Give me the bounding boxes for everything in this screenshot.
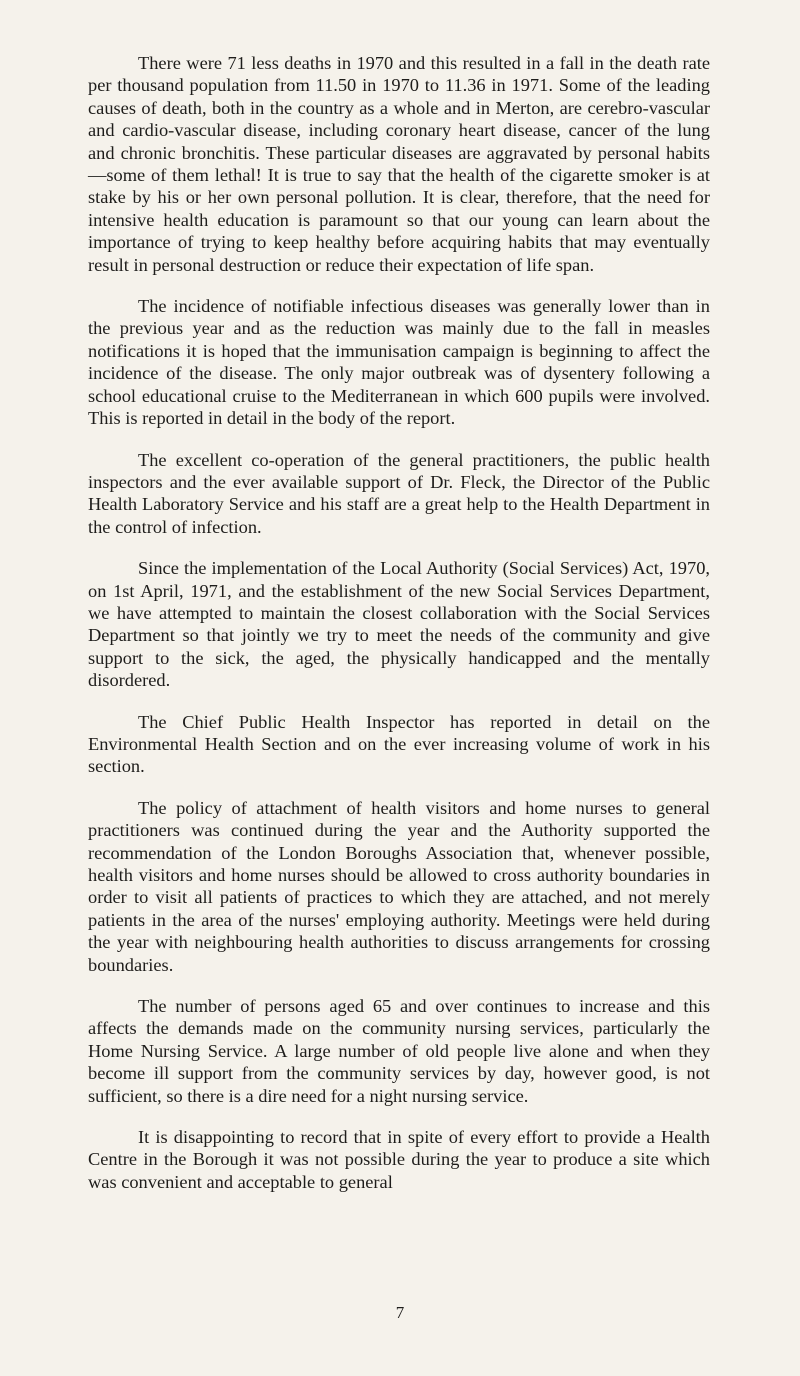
paragraph-death-rate: There were 71 less deaths in 1970 and this resulted in a fall in the death rate per thousand population from 11.50 in 1970 to 11.36 in 1971. Some of the leading causes of death, both in the country as a whole and in Merton, are cerebro-vascular and cardio-vascular disease, including coronary heart disease, cancer of the lung and chronic bronchitis. These particular diseases are aggravated by personal habits—some of them lethal! It is true to say that the health of the cigarette smoker is at stake by his or her own personal pollution. It is clear, therefore, that the need for intensive health education is paramount so that our young can learn about the importance of trying to keep healthy before acquiring habits that may eventually result in personal destruction or reduce their expectation of life span. — [88, 53, 710, 275]
paragraph-social-services: Since the implementation of the Local Authority (Social Services) Act, 1970, on 1st April, 1971, and the establishment of the new Social Services Department, we have attempted to maintain the closest collaboration with the Social Services Department so that jointly we try to meet the needs of the community and give support to the sick, the aged, the physically handicapped and the mentally disordered. — [88, 558, 710, 691]
paragraph-environmental-health: The Chief Public Health Inspector has reported in detail on the Environmental Health Section and on the ever increasing volume of work in his section. — [88, 711, 710, 777]
paragraph-co-operation: The excellent co-operation of the general practitioners, the public health inspectors and the ever available support of Dr. Fleck, the Director of the Public Health Laboratory Service and his staff are a great help to the Health Department in the control of infection. — [88, 449, 710, 537]
paragraph-health-centre: It is disappointing to record that in spite of every effort to provide a Health Centre in the Borough it was not possible during the year to produce a site which was convenient and acceptable to general — [88, 1127, 710, 1192]
page-number: 7 — [395, 1303, 405, 1322]
paragraph-elderly-persons: The number of persons aged 65 and over continues to increase and this affects the demands made on the community nursing services, particularly the Home Nursing Service. A large number of old people live alone and when they become ill support from the community services by day, however good, is not sufficient, so there is a dire need for a night nursing service. — [88, 996, 710, 1106]
paragraph-infectious-diseases: The incidence of notifiable infectious diseases was generally lower than in the previous year and as the reduction was mainly due to the fall in measles notifications it is hoped that the immunisation campaign is beginning to affect the incidence of the disease. The only major outbreak was of dysentery following a school educational cruise to the Mediterranean in which 600 pupils were involved. This is reported in detail in the body of the report. — [88, 296, 710, 429]
paragraph-attachment-policy: The policy of attachment of health visitors and home nurses to general practitioners was continued during the year and the Authority supported the recommendation of the London Boroughs Association that, whenever possible, health visitors and home nurses should be allowed to cross authority boundaries in order to visit all patients of practices to which they are attached, and not merely patients in the area of the nurses' employing authority. Meetings were held during the year with neighbouring health authorities to discuss arrangements for crossing boundaries. — [88, 797, 710, 975]
body-text — [88, 52, 710, 1212]
